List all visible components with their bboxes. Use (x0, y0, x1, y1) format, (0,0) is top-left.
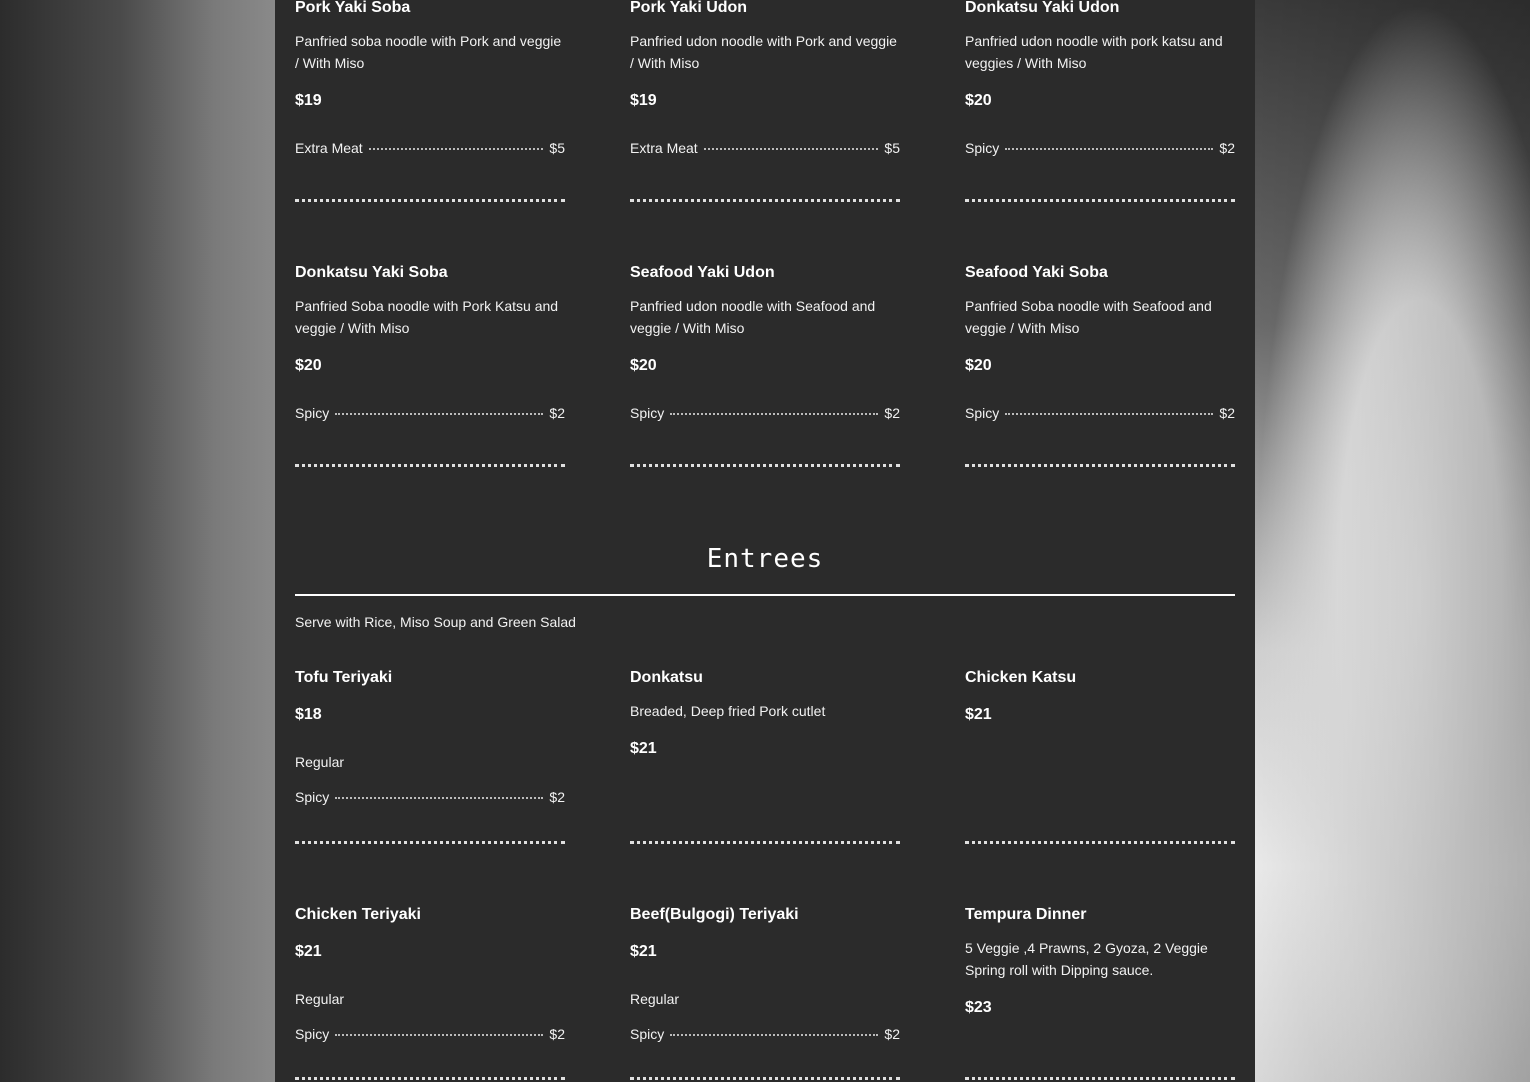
item-description: Panfried Soba noodle with Pork Katsu and veggie / With Miso (295, 298, 559, 336)
item-description: Panfried udon noodle with Seafood and veggie / With Miso (630, 298, 876, 336)
item-name: Seafood Yaki Soba (965, 264, 1108, 281)
dot-leader (335, 1034, 543, 1036)
menu-item (965, 263, 1235, 421)
option-price: $2 (549, 789, 565, 805)
item-separator (965, 199, 1235, 202)
item-separator (295, 841, 565, 844)
item-separator (295, 1077, 565, 1080)
item-option (295, 789, 565, 805)
item-separator (295, 199, 565, 202)
item-price: $21 (630, 943, 657, 960)
option-label: Extra Meat (630, 140, 698, 156)
item-price: $21 (630, 740, 657, 757)
section-note: Serve with Rice, Miso Soup and Green Salad (295, 614, 576, 630)
item-option (295, 991, 565, 1007)
option-price: $5 (549, 140, 565, 156)
option-label: Spicy (630, 405, 665, 421)
dot-leader (335, 797, 543, 799)
menu-item (965, 668, 1235, 724)
option-price: $2 (549, 405, 565, 421)
menu-panel (275, 0, 1255, 1082)
item-option (630, 140, 900, 156)
item-option (965, 140, 1235, 156)
item-name: Pork Yaki Udon (630, 0, 748, 16)
dot-leader (369, 148, 544, 150)
option-price: $2 (1219, 140, 1235, 156)
option-label: Extra Meat (295, 140, 363, 156)
item-price: $20 (965, 92, 992, 109)
menu-item (965, 0, 1235, 156)
dot-leader (1005, 413, 1213, 415)
dot-leader (704, 148, 879, 150)
option-price: $2 (884, 1026, 900, 1042)
option-label: Spicy (295, 789, 330, 805)
item-option (965, 405, 1235, 421)
item-separator (965, 1077, 1235, 1080)
item-price: $20 (630, 357, 657, 374)
item-option (295, 754, 565, 770)
section-divider (295, 594, 1235, 596)
item-option (630, 991, 900, 1007)
item-name: Donkatsu Yaki Soba (295, 264, 448, 281)
item-price: $21 (965, 706, 992, 723)
item-description: Panfried udon noodle with pork katsu and veggies / With Miso (965, 33, 1223, 71)
dot-leader (670, 1034, 878, 1036)
background-right (1255, 0, 1530, 1082)
menu-item (630, 263, 900, 421)
option-label: Regular (630, 991, 680, 1007)
item-separator (630, 841, 900, 844)
item-option (295, 405, 565, 421)
item-name: Beef(Bulgogi) Teriyaki (630, 906, 799, 923)
item-price: $20 (965, 357, 992, 374)
option-label: Spicy (295, 1026, 330, 1042)
item-description: Panfried udon noodle with Pork and veggie / With Miso (630, 33, 897, 71)
option-price: $2 (884, 405, 900, 421)
menu-item (295, 263, 565, 421)
dot-leader (335, 413, 543, 415)
item-price: $21 (295, 943, 322, 960)
item-name: Tempura Dinner (965, 906, 1087, 923)
item-name: Donkatsu (630, 669, 703, 686)
option-label: Regular (295, 991, 345, 1007)
item-name: Chicken Katsu (965, 669, 1077, 686)
item-name: Seafood Yaki Udon (630, 264, 775, 281)
menu-item (295, 668, 565, 805)
item-option (295, 140, 565, 156)
option-label: Spicy (630, 1026, 665, 1042)
menu-item (630, 0, 900, 156)
item-separator (965, 841, 1235, 844)
item-name: Donkatsu Yaki Udon (965, 0, 1120, 16)
item-description: Panfried Soba noodle with Seafood and veggie / With Miso (965, 298, 1212, 336)
item-name: Chicken Teriyaki (295, 906, 421, 923)
option-price: $2 (549, 1026, 565, 1042)
item-price: $19 (295, 92, 322, 109)
option-price: $2 (1219, 405, 1235, 421)
item-separator (630, 199, 900, 202)
item-separator (965, 464, 1235, 467)
item-option (295, 1026, 565, 1042)
dot-leader (670, 413, 878, 415)
dot-leader (1005, 148, 1213, 150)
menu-item (630, 905, 900, 1042)
item-price: $20 (295, 357, 322, 374)
item-description: Breaded, Deep fried Pork cutlet (630, 703, 826, 719)
menu-item (630, 668, 900, 758)
menu-item (295, 0, 565, 156)
section-title: Entrees (706, 544, 824, 574)
item-description: 5 Veggie ,4 Prawns, 2 Gyoza, 2 Veggie Spring roll with Dipping sauce. (965, 940, 1208, 978)
item-price: $18 (295, 706, 322, 723)
option-price: $5 (884, 140, 900, 156)
option-label: Regular (295, 754, 345, 770)
menu-item (965, 905, 1235, 1017)
item-option (630, 1026, 900, 1042)
menu-item (295, 905, 565, 1042)
item-separator (295, 464, 565, 467)
option-label: Spicy (295, 405, 330, 421)
item-separator (630, 464, 900, 467)
option-label: Spicy (965, 405, 1000, 421)
item-name: Tofu Teriyaki (295, 669, 393, 686)
item-description: Panfried soba noodle with Pork and veggie / With Miso (295, 33, 562, 71)
item-name: Pork Yaki Soba (295, 0, 411, 16)
item-separator (630, 1077, 900, 1080)
item-option (630, 405, 900, 421)
item-price: $19 (630, 92, 657, 109)
item-price: $23 (965, 999, 992, 1016)
option-label: Spicy (965, 140, 1000, 156)
